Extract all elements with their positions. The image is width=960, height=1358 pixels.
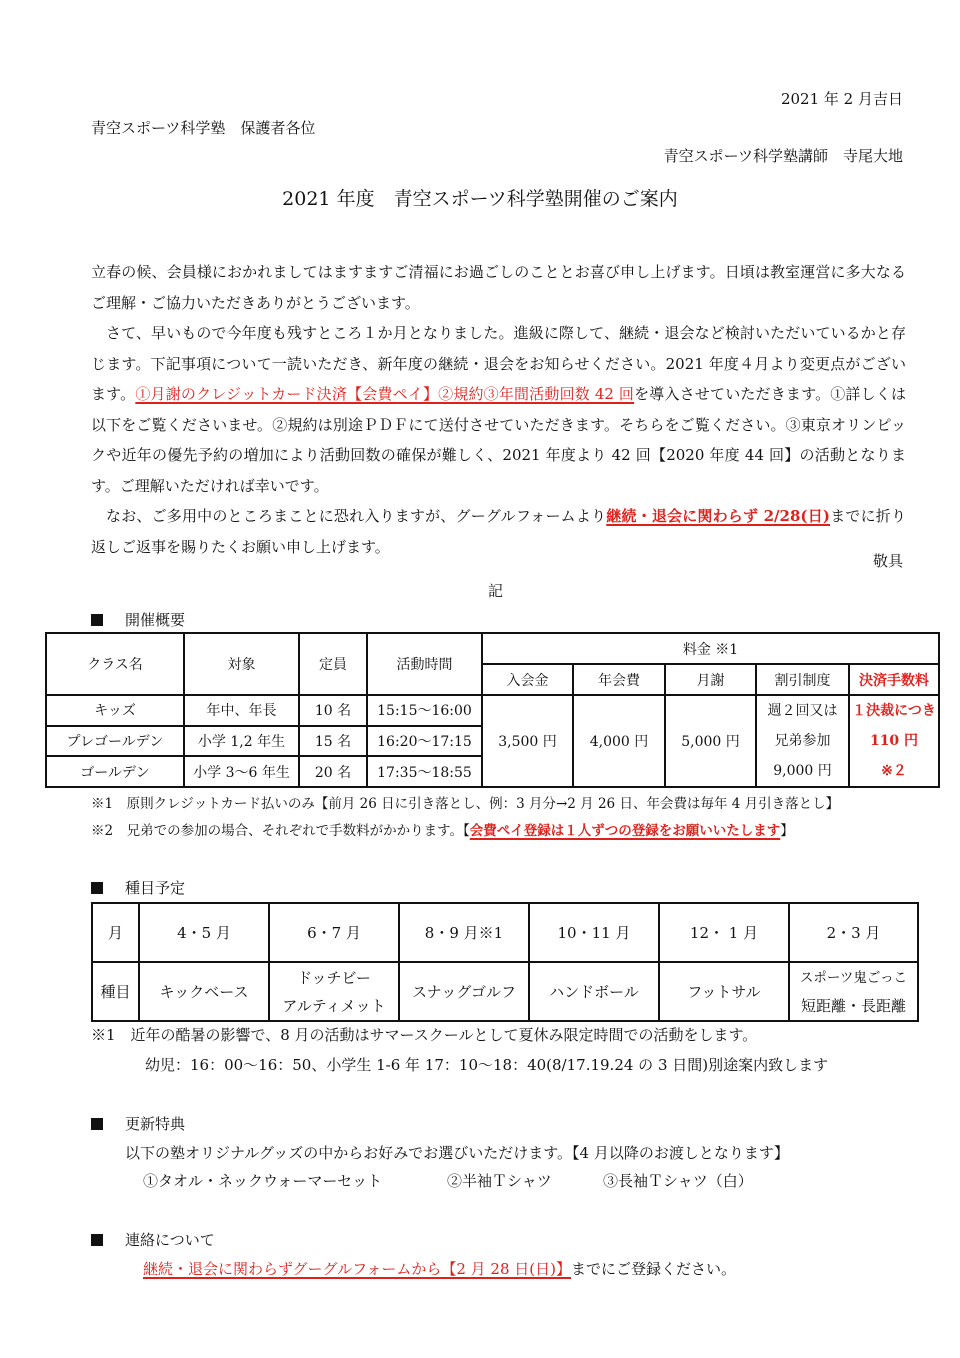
class-target: 年中、年長 — [184, 695, 299, 726]
class-name: ゴールデン — [46, 756, 184, 787]
table-row — [92, 903, 918, 962]
benefits-item: ③長袖Ｔシャツ（白） — [603, 1172, 753, 1190]
contact-text-end: までにご登録ください。 — [571, 1260, 737, 1278]
schedule-note-1: ※1 近年の酷暑の影響で、8 月の活動はサマースクールとして夏休み限定時間での活動をします。 — [91, 1026, 758, 1044]
header-fee-group: 料金 ※1 — [482, 633, 939, 664]
payment-fee-value — [849, 695, 939, 787]
event-line: ドッチビー — [297, 968, 371, 987]
payment-fee-line: ※２ — [881, 763, 907, 779]
square-bullet-icon — [91, 882, 103, 894]
fee-note-2-text: ※2 兄弟での参加の場合、それぞれで手数料がかかります。【 — [91, 823, 470, 839]
discount-line: 9,000 円 — [773, 763, 832, 779]
class-time: 17:35～18:55 — [367, 756, 482, 787]
event-line: 短距離・長距離 — [800, 996, 906, 1015]
class-target: 小学 1,2 年生 — [184, 726, 299, 757]
section-heading-text: 開催概要 — [125, 611, 186, 629]
header-capacity: 定員 — [299, 633, 367, 695]
header-payment-fee: 決済手数料 — [849, 664, 939, 695]
entry-fee-value: 3,500 円 — [482, 695, 573, 787]
changes-highlight: ①月謝のクレジットカード決済【会費ペイ】②規約③年間活動回数 42 回 — [135, 385, 635, 403]
letter-body — [91, 257, 906, 562]
header-class: クラス名 — [46, 633, 184, 695]
discount-line: 兄弟参加 — [774, 733, 831, 749]
table-row — [92, 962, 918, 1021]
class-capacity: 10 名 — [299, 695, 367, 726]
event-cell — [269, 962, 399, 1021]
schedule-table — [91, 902, 919, 1022]
row-label-event: 種目 — [92, 962, 139, 1021]
event-line: アルティメット — [282, 996, 386, 1015]
contact-highlight: 継続・退会に関わらずグーグルフォームから【2 月 28 日(日)】 — [143, 1260, 571, 1278]
event-cell: スナッグゴルフ — [399, 962, 529, 1021]
square-bullet-icon — [91, 1118, 103, 1130]
letter-date: 2021 年 2 月吉日 — [780, 90, 903, 108]
class-name: キッズ — [46, 695, 184, 726]
monthly-fee-value: 5,000 円 — [665, 695, 756, 787]
section-heading-contact — [91, 1229, 215, 1250]
square-bullet-icon — [91, 614, 103, 626]
section-heading-schedule — [91, 877, 185, 898]
header-time: 活動時間 — [367, 633, 482, 695]
event-cell: フットサル — [659, 962, 789, 1021]
fee-note-1: ※1 原則クレジットカード払いのみ【前月 26 日に引き落とし、例：3 月分→2 月 26 日、年会費は毎年 4 月引き落とし】 — [91, 796, 840, 812]
header-target: 対象 — [184, 633, 299, 695]
closing: 敬具 — [872, 552, 903, 570]
event-cell — [789, 962, 918, 1021]
recipient: 青空スポーツ科学塾 保護者各位 — [91, 119, 316, 137]
class-target: 小学 3～6 年生 — [184, 756, 299, 787]
paragraph-changes — [91, 318, 906, 501]
overview-table — [45, 632, 940, 788]
square-bullet-icon — [91, 1234, 103, 1246]
section-heading-text: 種目予定 — [125, 879, 186, 897]
month-cell: 10・11 月 — [529, 903, 659, 962]
paragraph-changes-text: さて、早いもので今年度も残すところ１か月となりました。進級に際して、継続・退会など検討いただいているかと存じます。下記事項について一読いただき、新年度の継続・退会をお知らせください。2021 年度４月より変更点がございます。 — [91, 324, 906, 403]
contact-text — [143, 1258, 736, 1279]
month-cell: 8・9 月※1 — [399, 903, 529, 962]
event-line: スポーツ鬼ごっこ — [799, 969, 908, 986]
header-discount: 割引制度 — [756, 664, 849, 695]
class-capacity: 15 名 — [299, 726, 367, 757]
fee-note-2-highlight: 会費ペイ登録は１人ずつの登録をお願いいたします — [469, 823, 781, 839]
payment-fee-line: 110 円 — [869, 733, 919, 749]
paragraph-request — [91, 501, 906, 562]
fee-note-2 — [91, 819, 794, 839]
discount-value — [756, 695, 849, 787]
row-label-month: 月 — [92, 903, 139, 962]
schedule-note-2: 幼児：16：00～16：50、小学生 1-6 年 17：10～18：40(8/17.19.24 の 3 日間)別途案内致します — [145, 1056, 829, 1074]
event-cell: キックベース — [139, 962, 269, 1021]
discount-line: 週２回又は — [767, 703, 838, 719]
annual-fee-value: 4,000 円 — [573, 695, 665, 787]
benefits-item: ②半袖Ｔシャツ — [447, 1172, 552, 1190]
paragraph-changes-detail: を導入させていただきます。①詳しくは以下をご覧くださいませ。②規約は別途ＰＤＦにて送付させていただきます。そちらをご覧ください。③東京オリンピックや近年の優先予約の増加により活動回数の確保が難しく、2021 年度より 42 回【2020 年度 44 回】の活動となります。ご理解いただければ幸いです。 — [91, 385, 906, 495]
event-cell: ハンドボール — [529, 962, 659, 1021]
class-capacity: 20 名 — [299, 756, 367, 787]
class-time: 15:15～16:00 — [367, 695, 482, 726]
benefits-item: ①タオル・ネックウォーマーセット — [143, 1172, 383, 1190]
table-row — [46, 695, 939, 726]
class-time: 16:20～17:15 — [367, 726, 482, 757]
section-heading-text: 連絡について — [125, 1231, 215, 1249]
header-entry-fee: 入会金 — [482, 664, 573, 695]
fee-note-2-end: 】 — [780, 823, 794, 839]
section-heading-benefits — [91, 1113, 185, 1134]
month-cell: 6・7 月 — [269, 903, 399, 962]
header-annual-fee: 年会費 — [573, 664, 665, 695]
class-name: プレゴールデン — [46, 726, 184, 757]
month-cell: 4・5 月 — [139, 903, 269, 962]
paragraph-request-end: までに折り返しご返事を賜りたくお願い申し上げます。 — [91, 507, 906, 556]
payment-fee-line: １決裁につき — [852, 703, 936, 719]
month-cell: 12・ 1 月 — [659, 903, 789, 962]
month-cell: 2・3 月 — [789, 903, 918, 962]
header-monthly-fee: 月謝 — [665, 664, 756, 695]
paragraph-request-text: なお、ご多用中のところまことに恐れ入りますが、グーグルフォームより — [106, 507, 607, 525]
section-heading-text: 更新特典 — [125, 1115, 186, 1133]
sender: 青空スポーツ科学塾講師 寺尾大地 — [663, 147, 903, 165]
deadline-highlight: 継続・退会に関わらず 2/28(日) — [606, 507, 830, 525]
section-heading-overview — [91, 609, 185, 630]
benefits-text: 以下の塾オリジナルグッズの中からお好みでお選びいただけます。【4 月以降のお渡しとなります】 — [125, 1144, 789, 1162]
page-title: 2021 年度 青空スポーツ科学塾開催のご案内 — [282, 188, 678, 210]
ki-mark: 記 — [488, 582, 504, 600]
paragraph-greeting: 立春の候、会員様におかれましてはますますご清福にお過ごしのこととお喜び申し上げます。日頃は教室運営に多大なるご理解・ご協力いただきありがとうございます。 — [91, 263, 906, 312]
